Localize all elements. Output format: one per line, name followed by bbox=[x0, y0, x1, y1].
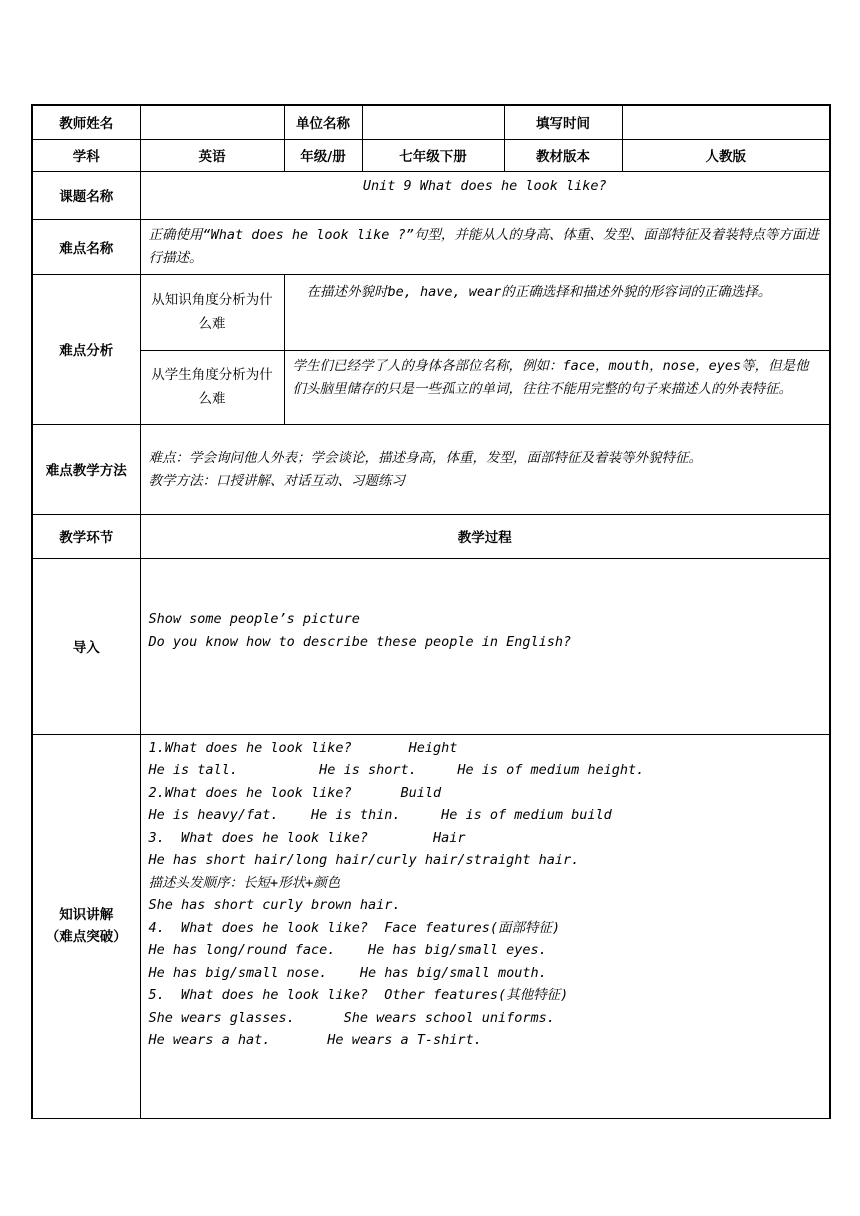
analysis-row-student bbox=[32, 350, 830, 424]
knowledge-line: 2.What does he look like? Build bbox=[148, 784, 442, 801]
method-row bbox=[32, 424, 830, 514]
knowledge-line: 3. What does he look like? Hair bbox=[148, 829, 466, 846]
method-content bbox=[140, 424, 830, 514]
teaching-step-label: 教学环节 bbox=[32, 514, 140, 558]
knowledge-line: He has long/round face. He has big/small eyes. bbox=[148, 942, 547, 958]
intro-label: 导入 bbox=[32, 558, 140, 734]
process-header-row bbox=[32, 514, 830, 558]
method-label: 难点教学方法 bbox=[32, 424, 140, 514]
topic-value: Unit 9 What does he look like? bbox=[140, 171, 830, 219]
knowledge-label-line-1: 知识讲解 bbox=[59, 907, 114, 923]
unit-name-value bbox=[362, 105, 504, 139]
student-angle-value: 学生们已经学了人的身体各部位名称，例如：face，mouth，nose，eyes等，但是他们头脑里储存的只是一些孤立的单词，往往不能用完整的句子来描述人的外表特征。 bbox=[284, 350, 830, 424]
header-row-1 bbox=[32, 105, 830, 139]
knowledge-line: He is tall. He is short. He is of medium height. bbox=[148, 762, 645, 778]
knowledge-angle-label bbox=[140, 274, 284, 350]
unit-name-label: 单位名称 bbox=[284, 105, 362, 139]
intro-row bbox=[32, 558, 830, 734]
knowledge-label bbox=[32, 734, 140, 1118]
knowledge-line: She has short curly brown hair. bbox=[148, 897, 401, 913]
knowledge-content bbox=[140, 734, 830, 1118]
intro-line-2: Do you know how to describe these people in English? bbox=[148, 634, 572, 650]
topic-label: 课题名称 bbox=[32, 171, 140, 219]
intro-line-1: Show some people’s picture bbox=[148, 611, 360, 627]
knowledge-line: 4. What does he look like? Face features(面部特征) bbox=[148, 919, 561, 936]
knowledge-line: 描述头发顺序：长短+形状+颜色 bbox=[148, 874, 341, 891]
difficulty-label: 难点名称 bbox=[32, 219, 140, 274]
teacher-name-value bbox=[140, 105, 284, 139]
difficulty-row bbox=[32, 219, 830, 274]
edition-label: 教材版本 bbox=[504, 139, 622, 171]
subject-value: 英语 bbox=[140, 139, 284, 171]
student-angle-text: 从学生角度分析为什么难 bbox=[151, 367, 273, 407]
subject-label: 学科 bbox=[32, 139, 140, 171]
knowledge-line: 5. What does he look like? Other features(其他特征) bbox=[148, 987, 569, 1003]
knowledge-line: She wears glasses. She wears school uniforms. bbox=[148, 1009, 555, 1026]
analysis-label: 难点分析 bbox=[32, 274, 140, 424]
intro-content bbox=[140, 558, 830, 734]
fill-time-value bbox=[622, 105, 830, 139]
knowledge-row bbox=[32, 734, 830, 1118]
difficulty-value: 正确使用“What does he look like ?”句型，并能从人的身高、体重、发型、面部特征及着装特点等方面进行描述。 bbox=[140, 219, 830, 274]
method-difficulty-line: 难点：学会询问他人外表；学会谈论，描述身高，体重，发型，面部特征及着装等外貌特征。 bbox=[148, 449, 702, 466]
fill-time-label: 填写时间 bbox=[504, 105, 622, 139]
teacher-name-label: 教师姓名 bbox=[32, 105, 140, 139]
header-row-2 bbox=[32, 139, 830, 171]
teaching-process-label: 教学过程 bbox=[140, 514, 830, 558]
analysis-row-knowledge bbox=[32, 274, 830, 350]
grade-label: 年级/册 bbox=[284, 139, 362, 171]
grade-value: 七年级下册 bbox=[362, 139, 504, 171]
knowledge-label-line-2: （难点突破） bbox=[45, 929, 127, 945]
knowledge-line: He has short hair/long hair/curly hair/straight hair. bbox=[148, 852, 580, 868]
knowledge-line: He has big/small nose. He has big/small mouth. bbox=[148, 964, 547, 981]
knowledge-line: 1.What does he look like? Height bbox=[148, 739, 458, 756]
knowledge-angle-text: 从知识角度分析为什么难 bbox=[151, 292, 273, 332]
knowledge-angle-value: 在描述外貌时be, have, wear的正确选择和描述外貌的形容词的正确选择。 bbox=[284, 274, 830, 350]
method-teaching-line: 教学方法：口授讲解、对话互动、习题练习 bbox=[148, 472, 405, 489]
lesson-plan-table bbox=[31, 104, 831, 1119]
edition-value: 人教版 bbox=[622, 139, 830, 171]
topic-row bbox=[32, 171, 830, 219]
student-angle-label bbox=[140, 350, 284, 424]
knowledge-line: He wears a hat. He wears a T-shirt. bbox=[148, 1032, 482, 1048]
knowledge-line: He is heavy/fat. He is thin. He is of medium build bbox=[148, 807, 612, 823]
